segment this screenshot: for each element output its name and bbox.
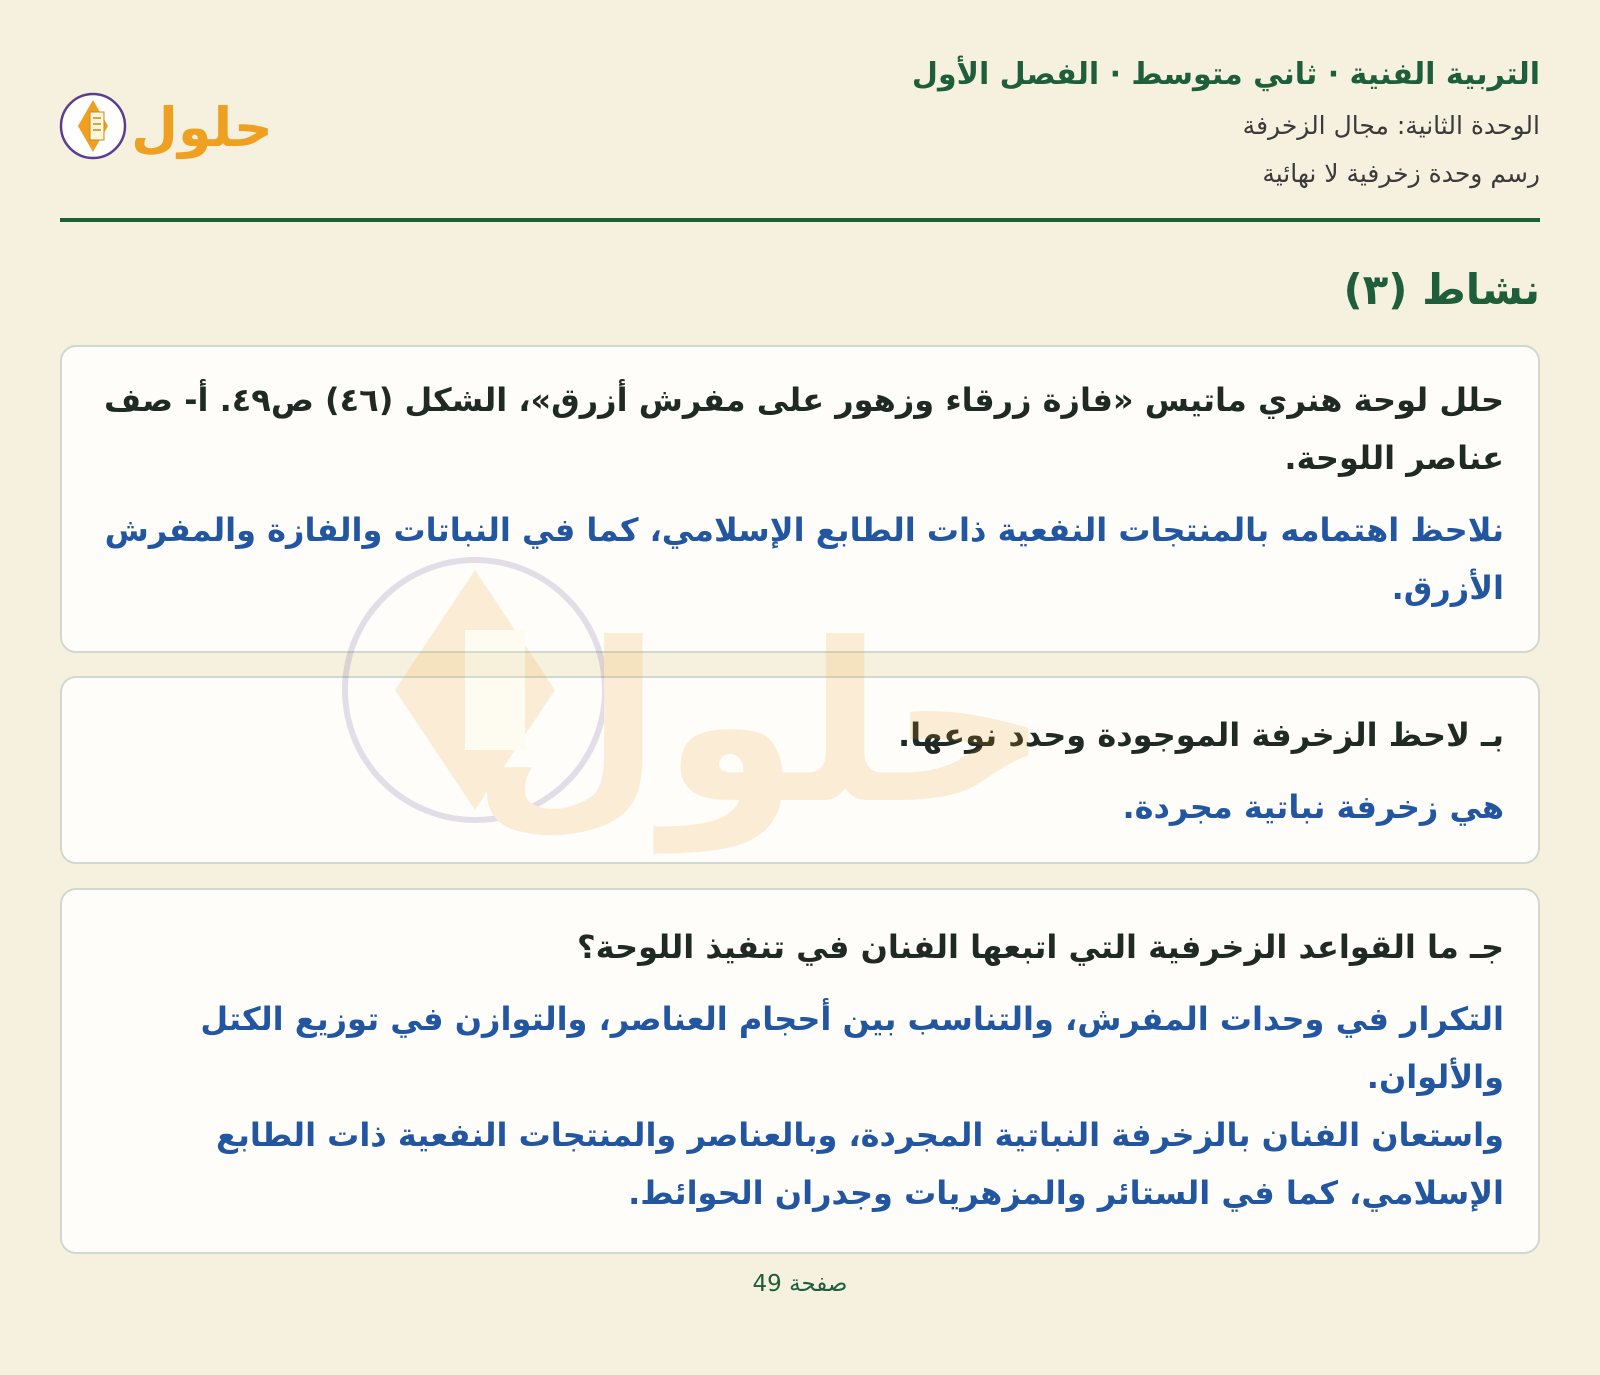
question-card-b [60,676,1540,864]
question-text: بـ لاحظ الزخرفة الموجودة وحدد نوعها. [897,716,1504,754]
lesson-title: رسم وحدة زخرفية لا نهائية [1262,159,1540,188]
page-icon [90,112,104,140]
logo-text: حلول [131,96,273,159]
unit-title: الوحدة الثانية: مجال الزخرفة [1242,111,1540,140]
question-text: حلل لوحة هنري ماتيس «فازة زرقاء وزهور على مفرش أزرق»، الشكل (٤٦) ص٤٩. أ- صف عناصر اللوحة. [104,381,1504,477]
page [60,0,1540,1375]
page-footer [60,1271,1540,1297]
page-number: صفحة 49 [752,1271,848,1297]
activity-title: نشاط (٣) [1343,265,1540,314]
question-text: جـ ما القواعد الزخرفية التي اتبعها الفنان في تنفيذ اللوحة؟ [577,928,1504,966]
question-card-c [60,888,1540,1254]
question-card-a [60,345,1540,653]
answer-text: واستعان الفنان بالزخرفة النباتية المجردة، وبالعناصر والمنتجات النفعية ذات الطابع الإسلامي، كما في الستائر والمزهريات وجدران الحوائط. [215,1116,1504,1212]
hulul-logo [60,80,280,160]
answer-text: نلاحظ اهتمامه بالمنتجات النفعية ذات الطابع الإسلامي، كما في النباتات والفازة والمفرش الأزرق. [104,511,1504,607]
answer-text: التكرار في وحدات المفرش، والتناسب بين أحجام العناصر، والتوازن في توزيع الكتل والألوان. [200,1000,1504,1096]
answer-text: هي زخرفة نباتية مجردة. [1122,788,1504,826]
book-title: التربية الفنية · ثاني متوسط · الفصل الأول [911,57,1540,92]
page-header [60,50,1540,220]
header-divider [60,218,1540,222]
header-text [912,55,1540,203]
logo-graphic [60,80,280,160]
